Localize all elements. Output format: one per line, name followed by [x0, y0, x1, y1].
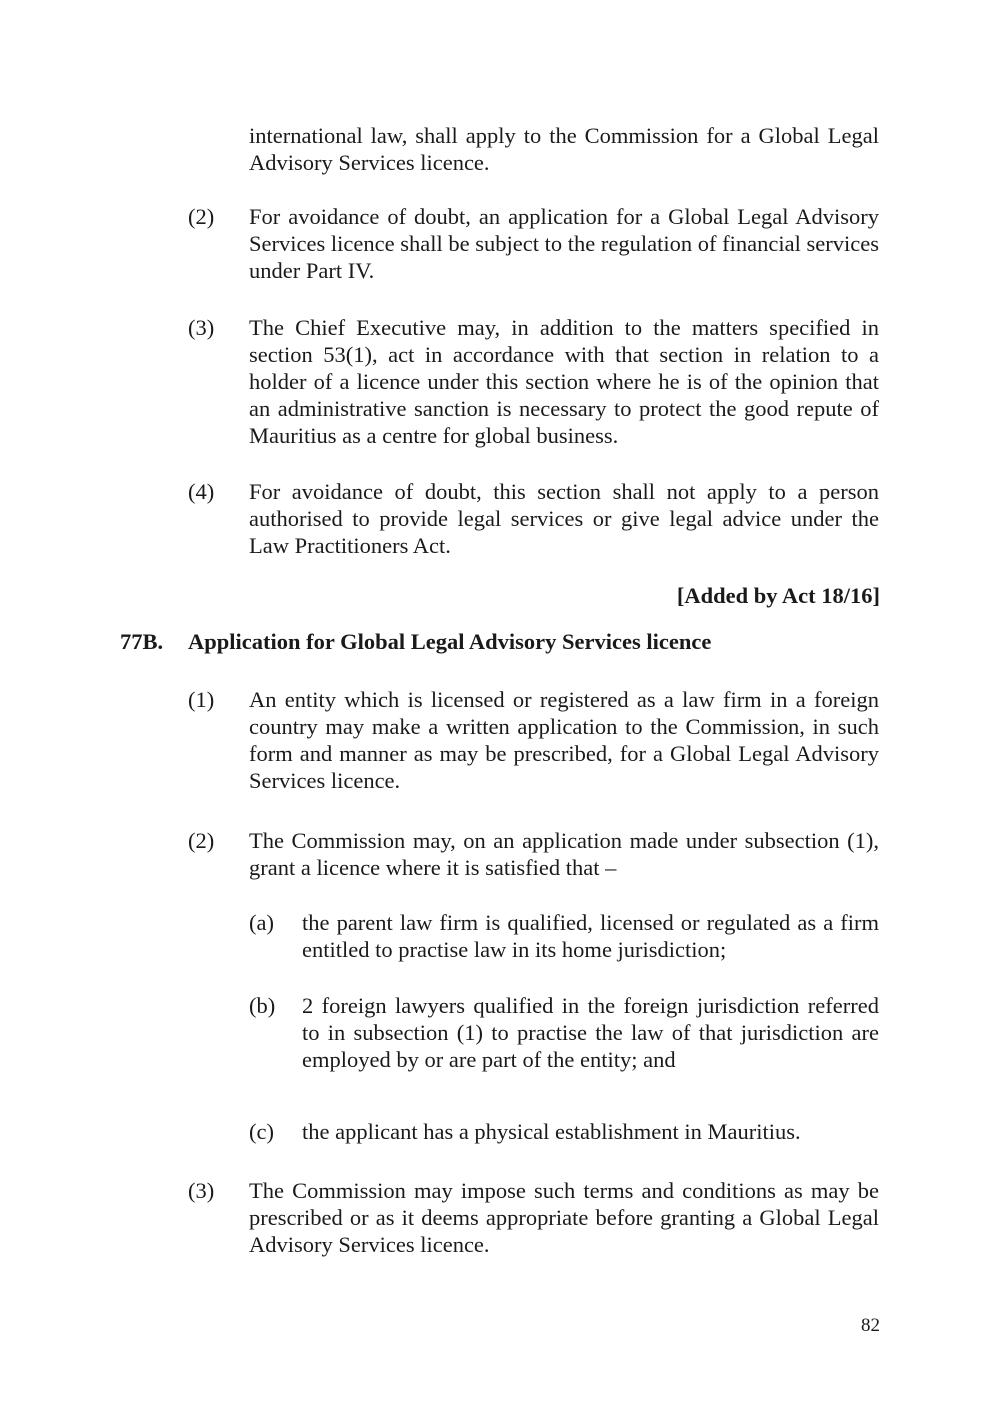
paragraph-text: The Chief Executive may, in addition to the matters specified in section 53(1), act in accordance with that section in relation to a holder of a licence under this section where he is of the opinion that an administrative sanction is necessary to protect the good repute of Mauritius as a centre for global business. — [249, 315, 879, 448]
continuation-text: international law, shall apply to the Commission for a Global Legal Advisory Services licence. — [249, 123, 879, 175]
section-title: Application for Global Legal Advisory Services licence — [188, 629, 712, 654]
paragraph-number: (4) — [188, 479, 215, 504]
item-label: (c) — [249, 1119, 274, 1144]
paragraph-text: The Commission may, on an application made under subsection (1), grant a licence where it is satisfied that – — [249, 828, 879, 880]
page-number: 82 — [861, 1315, 880, 1336]
paragraph-number: (3) — [188, 315, 215, 340]
section-number: 77B. — [120, 629, 164, 654]
paragraph-number: (2) — [188, 204, 215, 229]
item-text: the applicant has a physical establishment in Mauritius. — [302, 1119, 801, 1144]
paragraph-number: (2) — [188, 828, 215, 853]
paragraph-number: (3) — [188, 1178, 215, 1203]
paragraph-text: The Commission may impose such terms and conditions as may be prescribed or as it deems appropriate before granting a Global Legal Advisory Services licence. — [249, 1178, 879, 1257]
item-label: (b) — [249, 993, 276, 1018]
item-text: 2 foreign lawyers qualified in the foreign jurisdiction referred to in subsection (1) to practise the law of that jurisdiction are employed by or are part of the entity; and — [302, 993, 879, 1072]
paragraph-number: (1) — [188, 687, 215, 712]
item-text: the parent law firm is qualified, licensed or regulated as a firm entitled to practise law in its home jurisdiction; — [302, 910, 879, 962]
item-label: (a) — [249, 910, 274, 935]
amendment-citation: [Added by Act 18/16] — [676, 583, 880, 608]
paragraph-text: For avoidance of doubt, this section shall not apply to a person authorised to provide legal services or give legal advice under the Law Practitioners Act. — [249, 479, 879, 558]
paragraph-text: For avoidance of doubt, an application for a Global Legal Advisory Services licence shall be subject to the regulation of financial services under Part IV. — [249, 204, 879, 283]
paragraph-text: An entity which is licensed or registered as a law firm in a foreign country may make a written application to the Commission, in such form and manner as may be prescribed, for a Global Legal Advisory Services licence. — [249, 687, 879, 793]
